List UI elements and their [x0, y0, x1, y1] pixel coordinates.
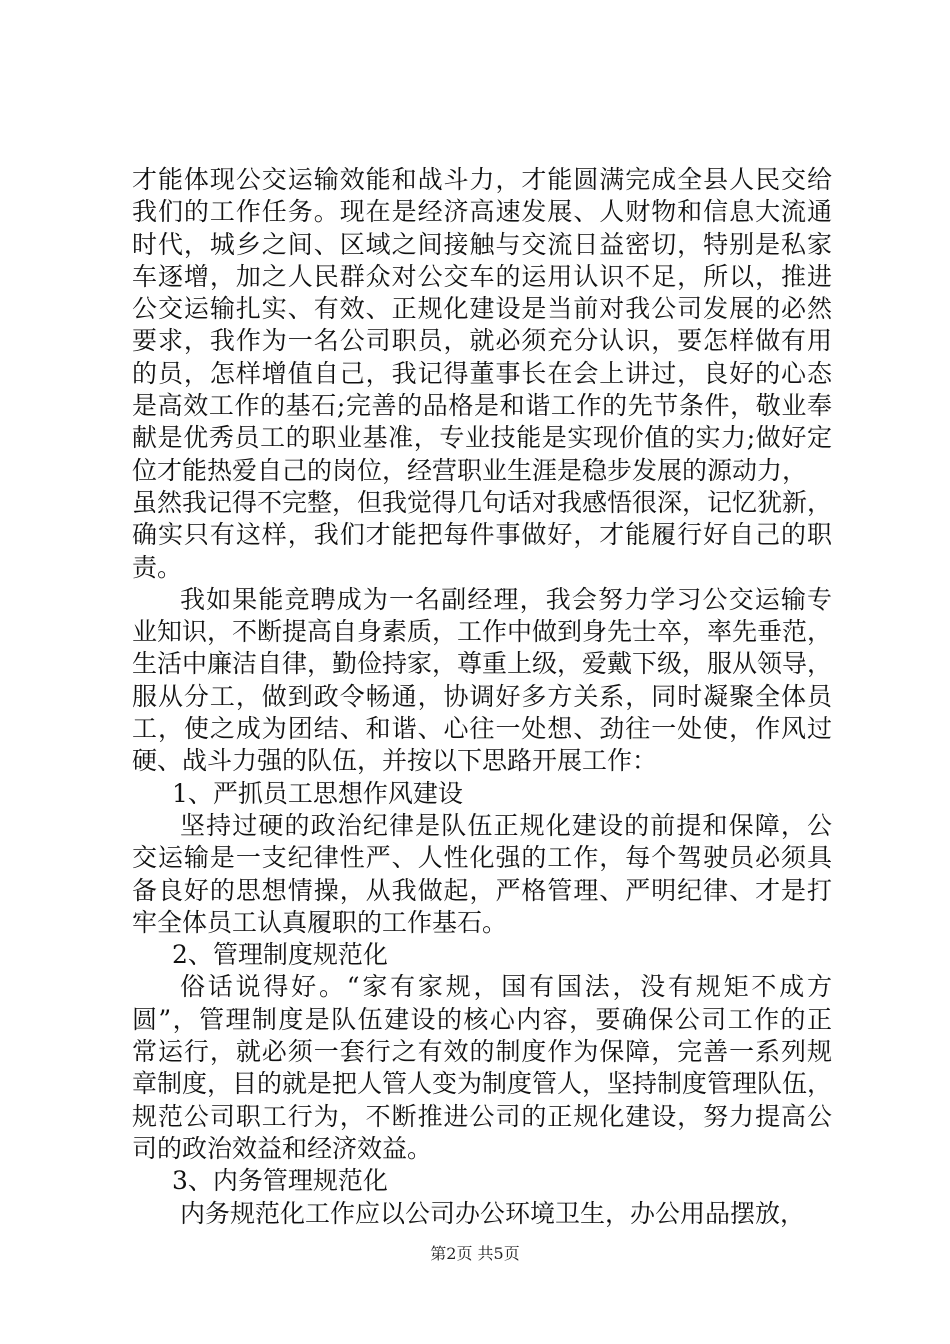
section-heading: 1、严抓员工思想作风建设	[172, 778, 463, 808]
text-line: 责。	[132, 552, 183, 582]
text-line: 是高效工作的基石;完善的品格是和谐工作的先节条件，敬业奉	[132, 391, 832, 421]
text-line: 公交运输扎实、有效、正规化建设是当前对我公司发展的必然	[132, 294, 832, 324]
text-line: 坚持过硬的政治纪律是队伍正规化建设的前提和保障，公	[180, 810, 832, 840]
text-line: 要求，我作为一名公司职员，就必须充分认识，要怎样做有用	[132, 326, 832, 356]
text-line: 常运行，就必须一套行之有效的制度作为保障，完善一系列规	[132, 1037, 832, 1067]
text-line: 献是优秀员工的职业基准，专业技能是实现价值的实力;做好定	[132, 423, 832, 453]
text-line: 俗话说得好。“家有家规，国有国法，没有规矩不成方	[180, 972, 832, 1002]
text-line: 工，使之成为团结、和谐、心往一处想、劲往一处使，作风过	[132, 714, 832, 744]
section-heading: 2、管理制度规范化	[172, 940, 388, 970]
text-line: 业知识，不断提高自身素质，工作中做到身先士卒，率先垂范，	[132, 617, 833, 647]
text-line: 位才能热爱自己的岗位，经营职业生涯是稳步发展的源动力，	[132, 455, 808, 485]
page-footer	[0, 1244, 950, 1264]
text-line: 牢全体员工认真履职的工作基石。	[132, 907, 508, 937]
document-body	[132, 164, 832, 1230]
page-number: 第2页 共5页	[430, 1244, 520, 1263]
text-line: 虽然我记得不完整，但我觉得几句话对我感悟很深，记忆犹新，	[132, 487, 833, 517]
text-line: 硬、战斗力强的队伍，并按以下思路开展工作：	[132, 746, 658, 776]
text-line: 服从分工，做到政令畅通，协调好多方关系，同时凝聚全体员	[132, 681, 832, 711]
text-line: 章制度，目的就是把人管人变为制度管人，坚持制度管理队伍，	[132, 1069, 833, 1099]
text-line: 圆”，管理制度是队伍建设的核心内容，要确保公司工作的正	[132, 1004, 832, 1034]
text-line: 车逐增，加之人民群众对公交车的运用认识不足，所以，推进	[132, 261, 832, 291]
text-line: 的员，怎样增值自己，我记得董事长在会上讲过，良好的心态	[132, 358, 832, 388]
text-line: 生活中廉洁自律，勤俭持家，尊重上级，爱戴下级，服从领导，	[132, 649, 833, 679]
text-line: 司的政治效益和经济效益。	[132, 1133, 433, 1163]
text-line: 才能体现公交运输效能和战斗力，才能圆满完成全县人民交给	[132, 165, 832, 194]
text-line: 我如果能竞聘成为一名副经理，我会努力学习公交运输专	[180, 584, 832, 614]
text-line: 规范公司职工行为，不断推进公司的正规化建设，努力提高公	[132, 1101, 832, 1131]
text-line: 确实只有这样，我们才能把每件事做好，才能履行好自己的职	[132, 520, 832, 550]
text-line: 时代，城乡之间、区域之间接触与交流日益密切，特别是私家	[132, 229, 832, 259]
section-heading: 3、内务管理规范化	[172, 1166, 388, 1196]
text-line: 备良好的思想情操，从我做起，严格管理、严明纪律、才是打	[132, 875, 832, 905]
text-line: 内务规范化工作应以公司办公环境卫生，办公用品摆放，	[180, 1198, 806, 1228]
text-line: 交运输是一支纪律性严、人性化强的工作，每个驾驶员必须具	[132, 843, 832, 873]
text-line: 我们的工作任务。现在是经济高速发展、人财物和信息大流通	[132, 197, 832, 227]
